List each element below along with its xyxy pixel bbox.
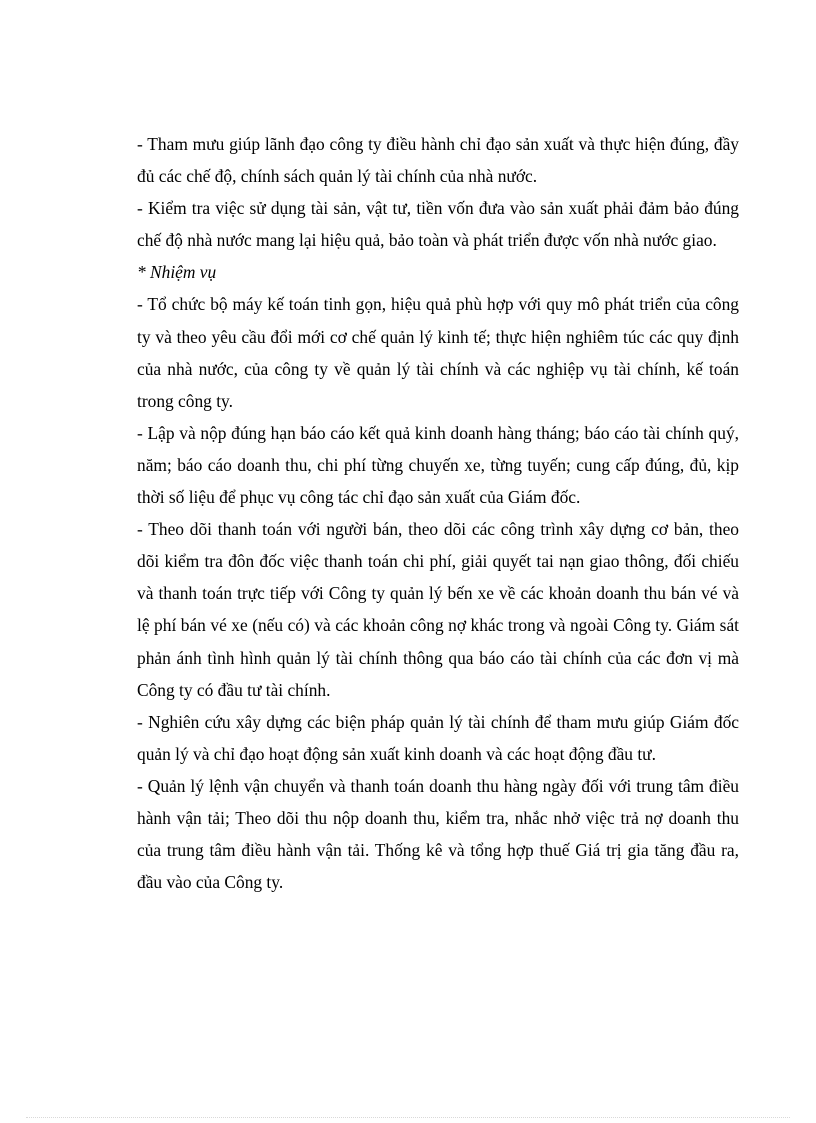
- section-heading-duties: * Nhiệm vụ: [137, 262, 217, 283]
- paragraph-advisory: - Tham mưu giúp lãnh đạo công ty điều hành chỉ đạo sản xuất và thực hiện đúng, đầy đủ các chế độ, chính sách quản lý tài chính của nhà nước.: [137, 134, 739, 187]
- paragraph-transport-orders: - Quản lý lệnh vận chuyển và thanh toán doanh thu hàng ngày đối với trung tâm điều hành vận tải; Theo dõi thu nộp doanh thu, kiểm tra, nhắc nhở việc trả nợ doanh thu của trung tâm điều hành vận tải. Thống kê và tổng hợp thuế Giá trị gia tăng đầu ra, đầu vào của Công ty.: [137, 775, 739, 893]
- paragraph-asset-inspection: - Kiểm tra việc sử dụng tài sản, vật tư, tiền vốn đưa vào sản xuất phải đảm bảo đúng chế độ nhà nước mang lại hiệu quả, bảo toàn và phát triển được vốn nhà nước giao.: [137, 198, 739, 251]
- paragraph-reporting: - Lập và nộp đúng hạn báo cáo kết quả kinh doanh hàng tháng; báo cáo tài chính quý, năm; báo cáo doanh thu, chi phí từng chuyến xe, từng tuyến; cung cấp đúng, đủ, kịp thời số liệu để phục vụ công tác chỉ đạo sản xuất của Giám đốc.: [137, 422, 739, 508]
- paragraph-payment-tracking: - Theo dõi thanh toán với người bán, theo dõi các công trình xây dựng cơ bản, theo dõi kiểm tra đôn đốc việc thanh toán chi phí, giải quyết tai nạn giao thông, đối chiếu và thanh toán trực tiếp với Công ty quản lý bến xe về các khoản doanh thu bán vé và lệ phí bán vé xe (nếu có) và các khoản công nợ khác trong và ngoài Công ty. Giám sát phản ánh tình hình quản lý tài chính thông qua báo cáo tài chính của các đơn vị mà Công ty có đầu tư tài chính.: [137, 519, 739, 700]
- paragraph-financial-measures: - Nghiên cứu xây dựng các biện pháp quản lý tài chính để tham mưu giúp Giám đốc quản lý và chỉ đạo hoạt động sản xuất kinh doanh và các hoạt động đầu tư.: [137, 711, 739, 764]
- paragraph-organize-accounting: - Tổ chức bộ máy kế toán tinh gọn, hiệu quả phù hợp với quy mô phát triển của công ty và theo yêu cầu đổi mới cơ chế quản lý kinh tế; thực hiện nghiêm túc các quy định của nhà nước, của công ty về quản lý tài chính và các nghiệp vụ tài chính, kế toán trong công ty.: [137, 294, 739, 411]
- footer-divider: [26, 1117, 790, 1118]
- document-body: [137, 128, 739, 898]
